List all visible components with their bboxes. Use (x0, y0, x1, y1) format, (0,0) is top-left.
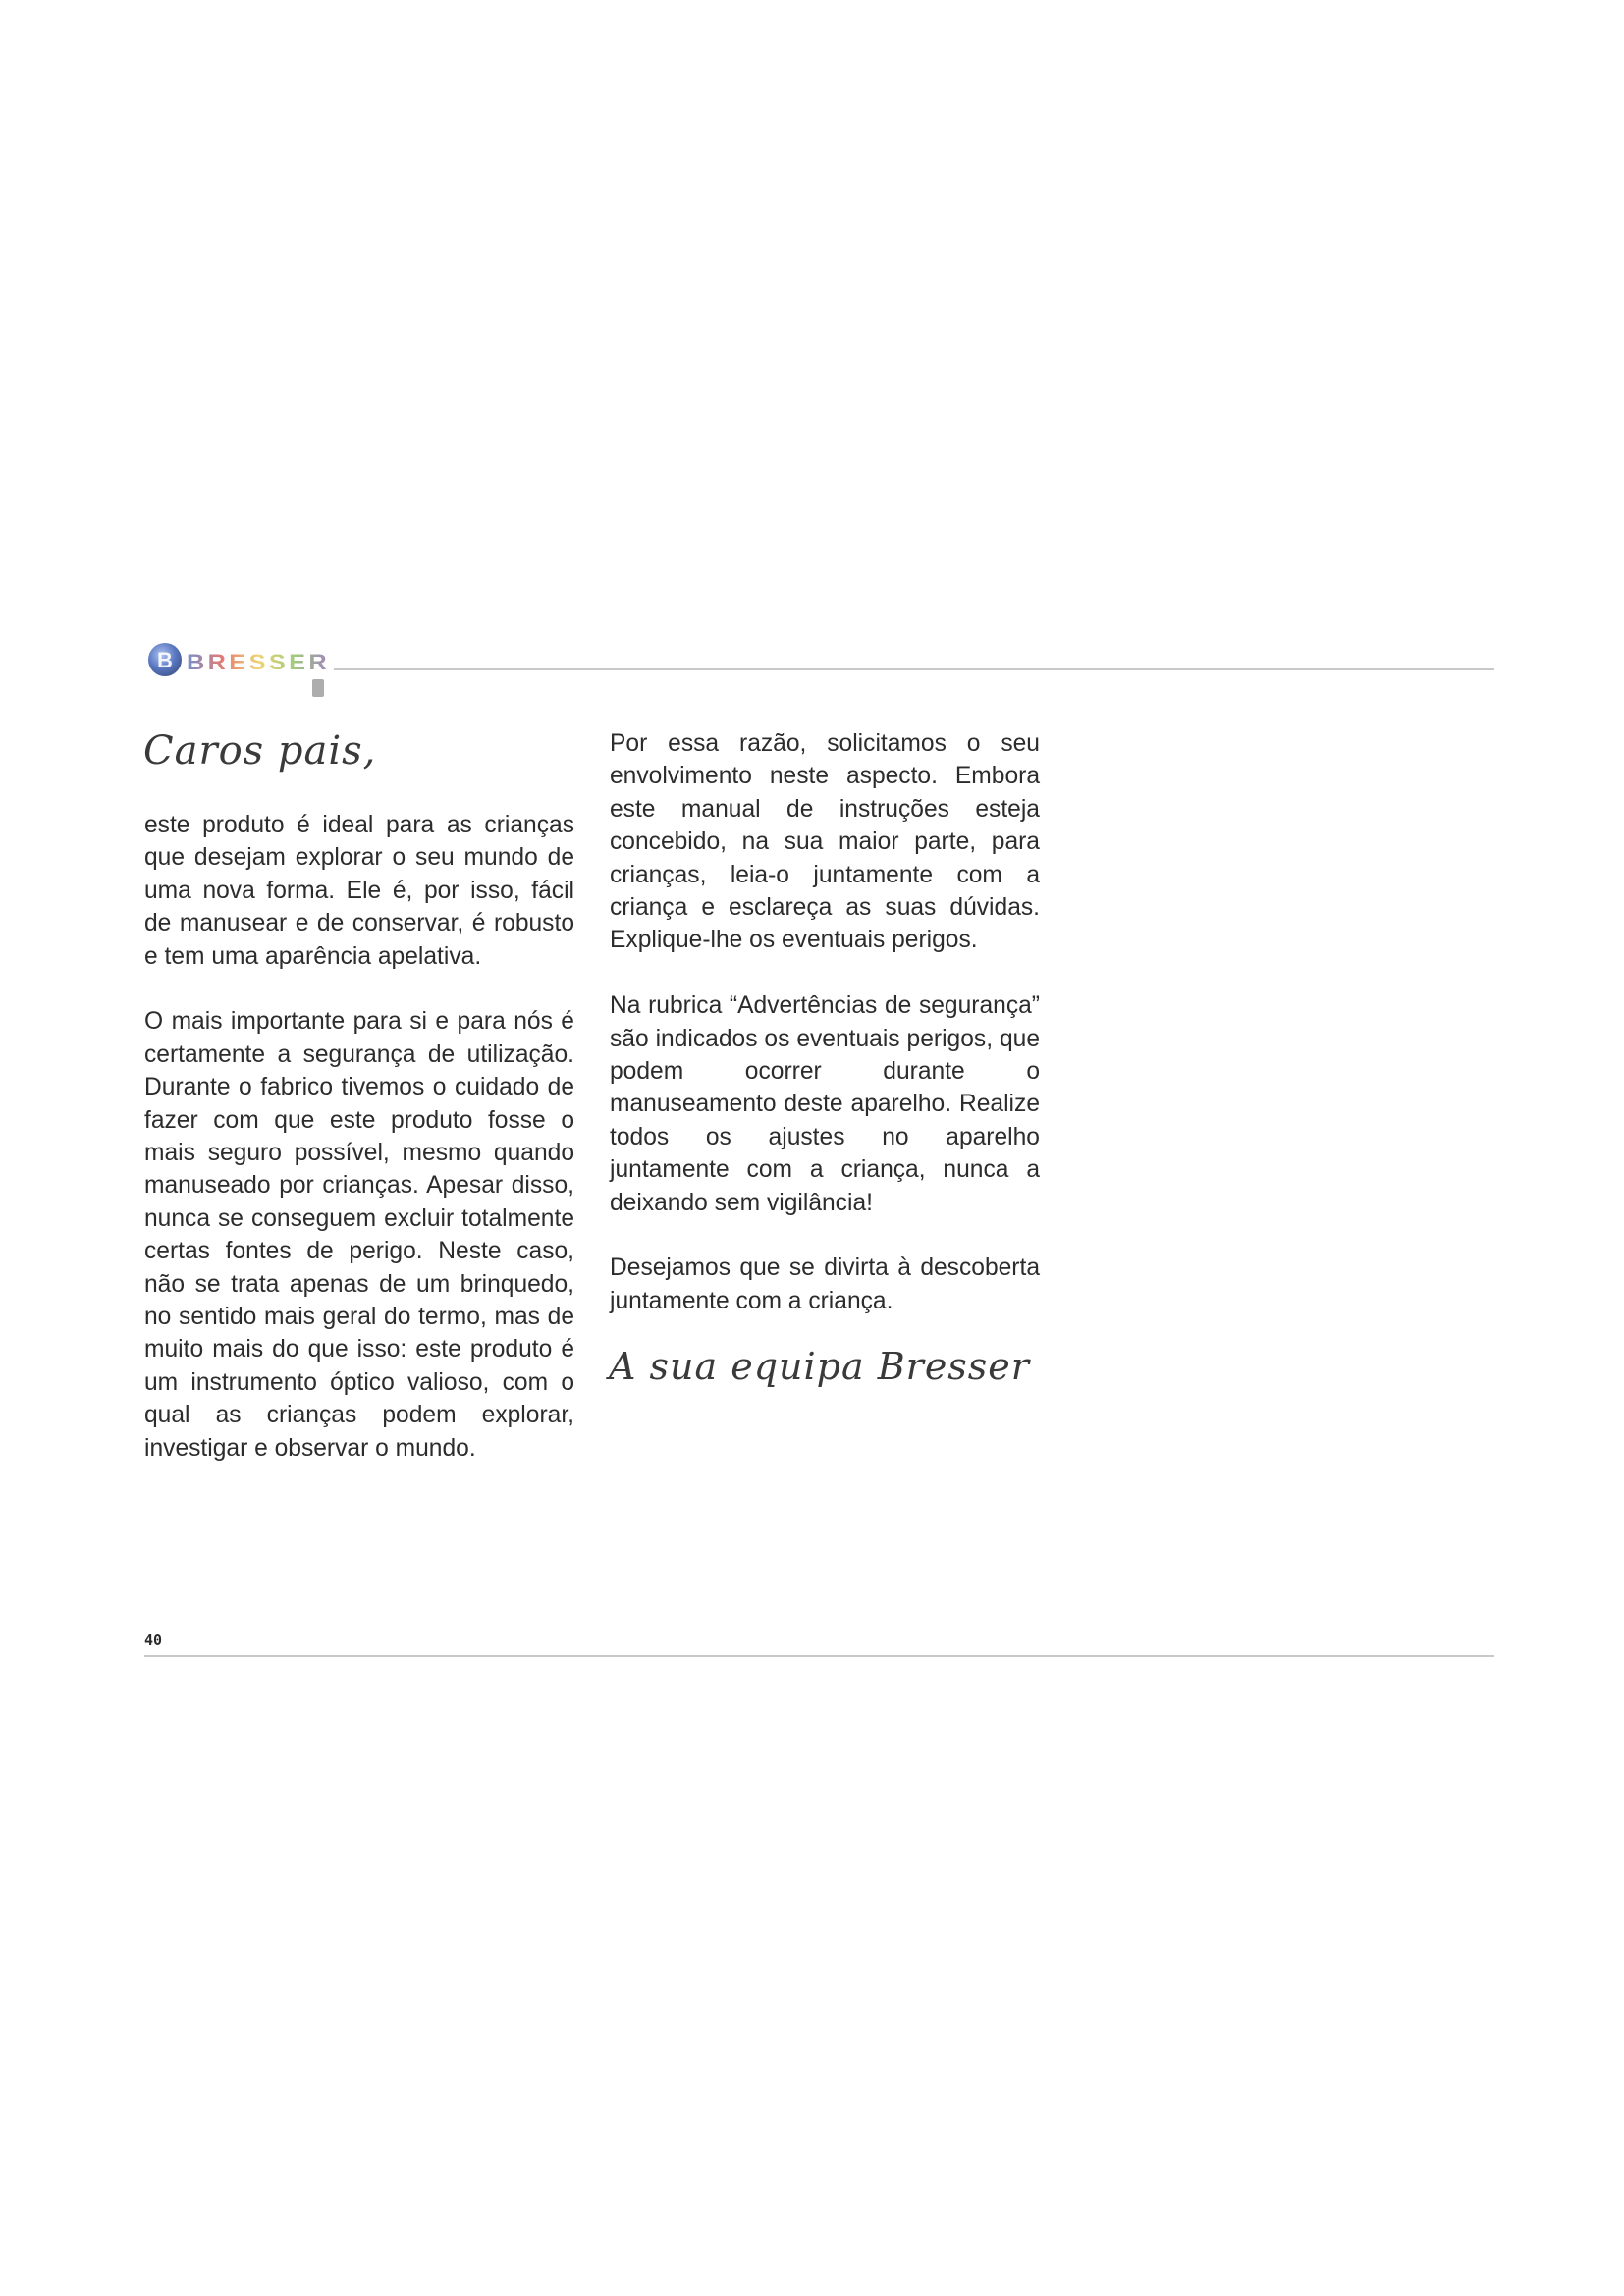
signature: A sua equipa Bresser (609, 1345, 1030, 1388)
paragraph: Na rubrica “Advertências de segurança” são indicados os eventuais perigos, que podem ocorrer durante o manuseamento deste aparelho. Realize todos os ajustes no aparelho juntamente com a criança, nunca a deixando sem vigilância! (610, 992, 1040, 1216)
paragraph: Desejamos que se divirta à descoberta juntamente com a criança. (610, 1255, 1040, 1314)
header-divider (334, 668, 1494, 670)
paragraph: este produto é ideal para as crianças que desejam explorar o seu mundo de uma nova forma. Ele é, por isso, fácil de manusear e de conservar, é robusto e tem uma aparência apelativa. (144, 812, 574, 970)
footer-divider (144, 1655, 1494, 1657)
bresser-logo (147, 638, 334, 703)
page-number: 40 (144, 1631, 163, 1649)
greeting: Caros pais, (143, 728, 377, 774)
paragraph: Por essa razão, solicitamos o seu envolvimento neste aspecto. Embora este manual de instruções esteja concebido, na sua maior parte, para crianças, leia-o juntamente com a criança e esclareça as suas dúvidas. Explique-lhe os eventuais perigos. (610, 730, 1040, 954)
letter-column-left (144, 809, 574, 1498)
brand-name: BRESSER (187, 650, 330, 674)
letter-column-right (610, 727, 1040, 1351)
svg-text:B: B (157, 648, 173, 672)
paragraph: O mais importante para si e para nós é certamente a segurança de utilização. Durante o fabrico tivemos o cuidado de fazer com que este produto fosse o mais seguro possível, mesmo quando manuseado por crianças. Apesar disso, nunca se conseguem excluir totalmente certas fontes de perigo. Neste caso, não se trata apenas de um brinquedo, no sentido mais geral do termo, mas de muito mais do que isso: este produto é um instrumento óptico valioso, com o qual as crianças podem explorar, investigar e observar o mundo. (144, 1008, 574, 1462)
